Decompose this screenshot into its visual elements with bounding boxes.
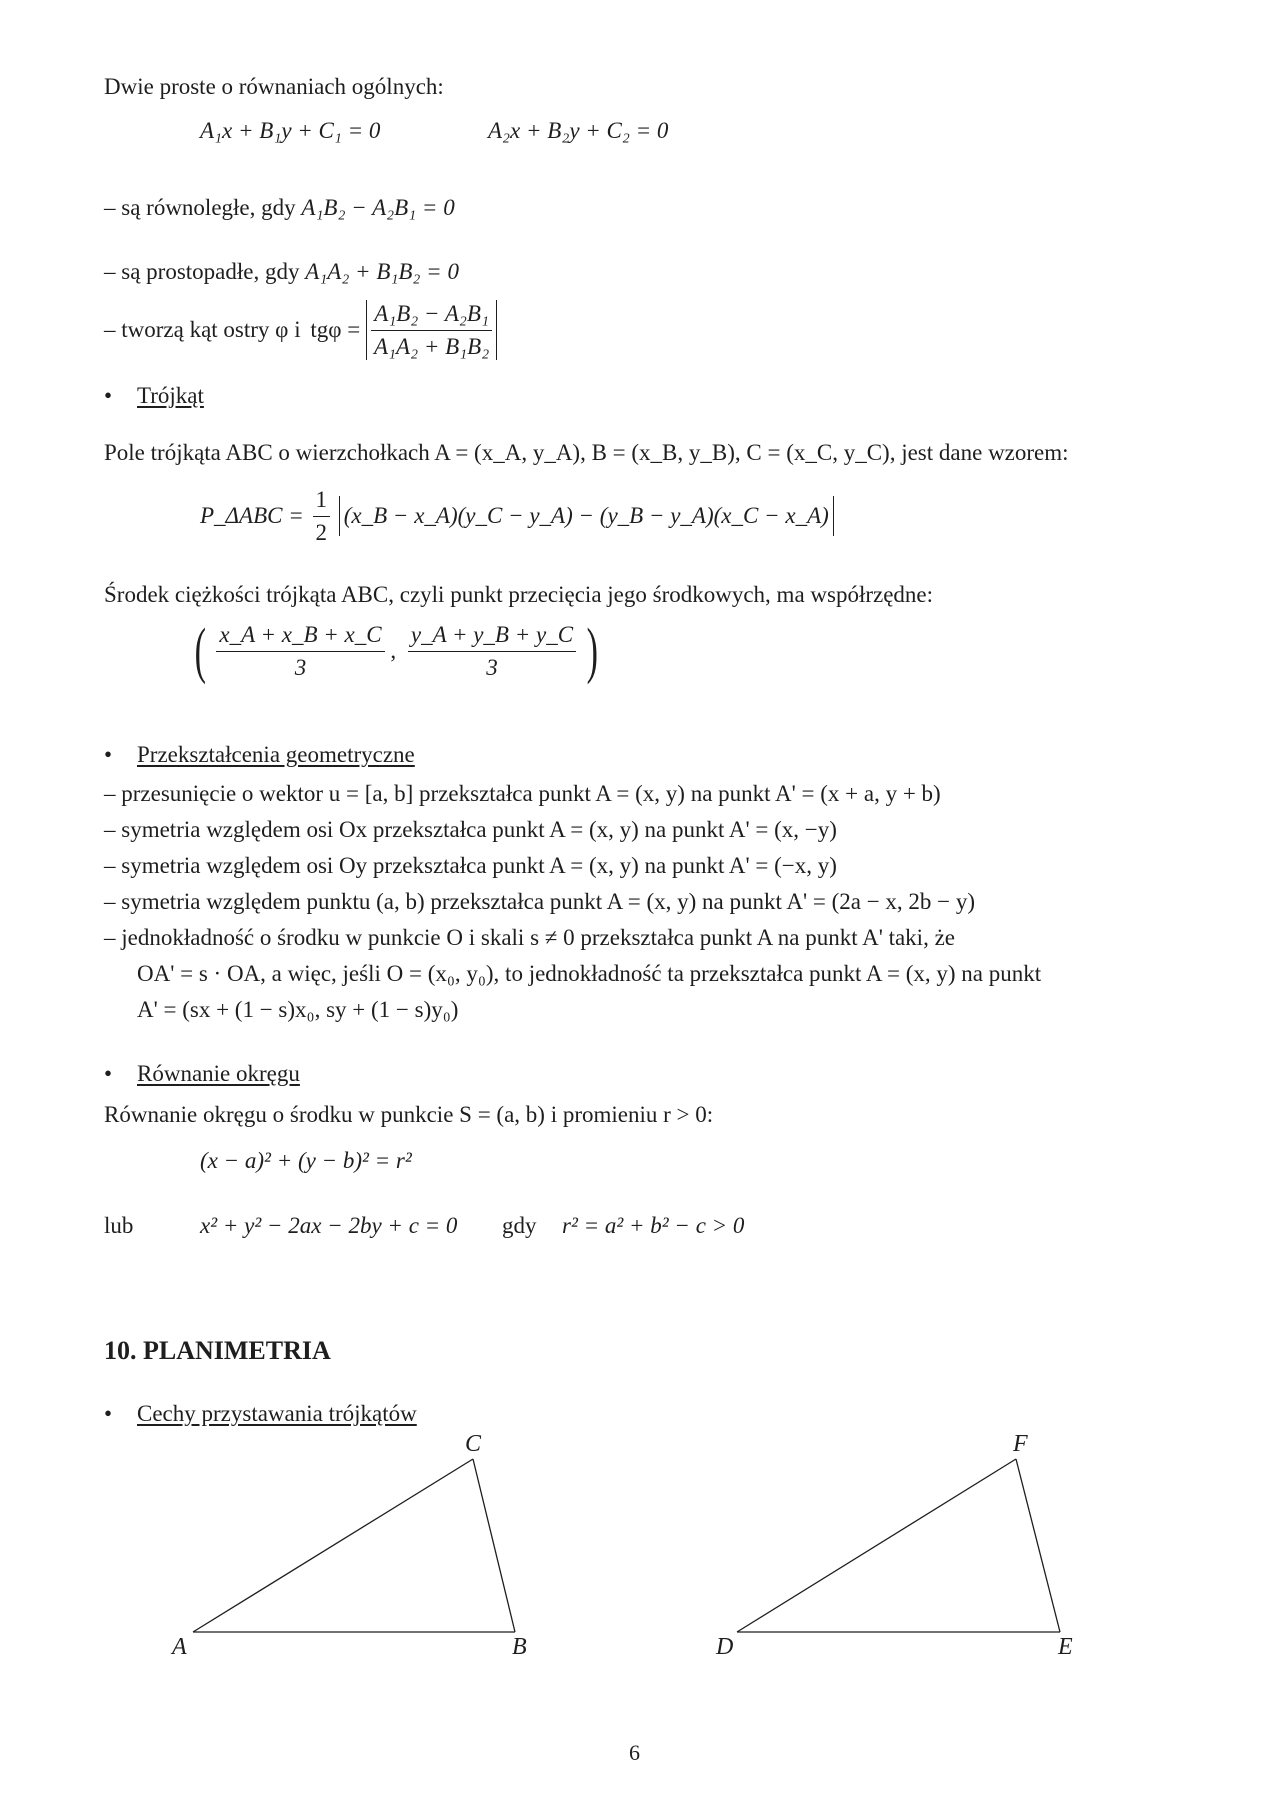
- page-number: 6: [629, 1740, 640, 1765]
- area-half-denominator: 2: [315, 519, 328, 545]
- homothety-line-3: A' = (sx + (1 − s)x₀, sy + (1 − s)y₀): [137, 997, 459, 1022]
- line-equation-1: A₁x + B₁y + C₁ = 0: [200, 118, 381, 143]
- label-b: B: [512, 1634, 527, 1660]
- lines-intro: Dwie proste o równaniach ogólnych:: [104, 74, 444, 99]
- area-abs-expression: (x_B − x_A)(y_C − y_A) − (y_B − y_A)(x_C − x_A): [339, 496, 834, 536]
- centroid-y-numerator: y_A + y_B + y_C: [408, 621, 576, 652]
- planimetry-subheading: Cechy przystawania trójkątów: [137, 1401, 417, 1426]
- circle-heading: Równanie okręgu: [137, 1061, 300, 1086]
- perpendicular-formula: A₁A₂ + B₁B₂ = 0: [305, 259, 459, 284]
- transform-item-sym-oy: – symetria względem osi Oy przekształca punkt A = (x, y) na punkt A' = (−x, y): [104, 853, 837, 878]
- label-a: A: [172, 1634, 187, 1660]
- transform-bullet: •: [104, 742, 113, 767]
- centroid-intro: Środek ciężkości trójkąta ABC, czyli punkt przecięcia jego środkowych, ma współrzędne:: [104, 582, 934, 607]
- label-e: E: [1058, 1634, 1073, 1660]
- triangle-heading: Trójkąt: [137, 383, 204, 408]
- angle-numerator: A₁B₂ − A₂B₁: [371, 300, 492, 331]
- label-d: D: [716, 1634, 734, 1660]
- triangle-def-side-fd: [737, 1459, 1016, 1632]
- circle-when-label: gdy: [502, 1213, 537, 1238]
- centroid-separator: ,: [390, 638, 397, 664]
- triangle-abc: [170, 1431, 527, 1660]
- centroid-x-denominator: 3: [294, 654, 307, 680]
- label-f: F: [1013, 1431, 1028, 1457]
- centroid-x-numerator: x_A + x_B + x_C: [216, 621, 384, 652]
- transform-heading: Przekształcenia geometryczne: [137, 742, 415, 767]
- planimetry-heading: 10. PLANIMETRIA: [104, 1336, 331, 1365]
- centroid-y-denominator: 3: [486, 654, 498, 680]
- circle-condition: r² = a² + b² − c > 0: [562, 1213, 745, 1238]
- angle-text: – tworzą kąt ostry φ i: [104, 317, 301, 343]
- perpendicular-text: – są prostopadłe, gdy: [104, 259, 300, 284]
- transform-item-translation: – przesunięcie o wektor u = [a, b] przekształca punkt A = (x, y) na punkt A' = (x + a, y + b): [104, 781, 941, 806]
- homothety-line-2: OA' = s · OA, a więc, jeśli O = (x₀, y₀), to jednokładność ta przekształca punkt A = (x, y) na punkt: [137, 961, 1042, 986]
- triangle-def: [715, 1431, 1073, 1660]
- area-half-numerator: 1: [313, 486, 331, 517]
- circle-bullet: •: [104, 1061, 113, 1086]
- transform-item-homothety: – jednokładność o środku w punkcie O i skali s ≠ 0 przekształca punkt A na punkt A' taki, że: [104, 925, 955, 950]
- angle-denominator: A₁A₂ + B₁B₂: [373, 333, 490, 359]
- planimetry-bullet: •: [104, 1401, 113, 1426]
- circle-or-label: lub: [104, 1213, 134, 1238]
- transform-item-sym-ox: – symetria względem osi Ox przekształca punkt A = (x, y) na punkt A' = (x, −y): [104, 817, 837, 842]
- circle-equation-main: (x − a)² + (y − b)² = r²: [200, 1148, 412, 1173]
- centroid-left-paren: (: [194, 617, 207, 685]
- angle-lhs: tgφ =: [310, 317, 361, 343]
- parallel-text: – są równoległe, gdy: [104, 195, 296, 220]
- area-lhs: P_ΔABC =: [200, 503, 304, 529]
- label-c: C: [465, 1431, 482, 1457]
- centroid-right-paren: ): [586, 617, 598, 685]
- triangle-abc-side-ca: [193, 1459, 473, 1632]
- triangle-def-side-ef: [1016, 1459, 1060, 1632]
- triangle-abc-side-bc: [473, 1459, 515, 1632]
- circle-intro: Równanie okręgu o środku w punkcie S = (a, b) i promieniu r > 0:: [104, 1102, 714, 1127]
- line-equation-2: A₂x + B₂y + C₂ = 0: [488, 118, 669, 143]
- parallel-formula: A₁B₂ − A₂B₁ = 0: [301, 195, 455, 220]
- triangle-bullet: •: [104, 383, 113, 408]
- transform-item-sym-point: – symetria względem punktu (a, b) przekształca punkt A = (x, y) na punkt A' = (2a − x, 2b − y): [104, 889, 976, 914]
- circle-equation-general: x² + y² − 2ax − 2by + c = 0: [200, 1213, 458, 1238]
- triangle-area-intro: Pole trójkąta ABC o wierzchołkach A = (x_A, y_A), B = (x_B, y_B), C = (x_C, y_C), jest dane wzorem:: [104, 440, 1069, 465]
